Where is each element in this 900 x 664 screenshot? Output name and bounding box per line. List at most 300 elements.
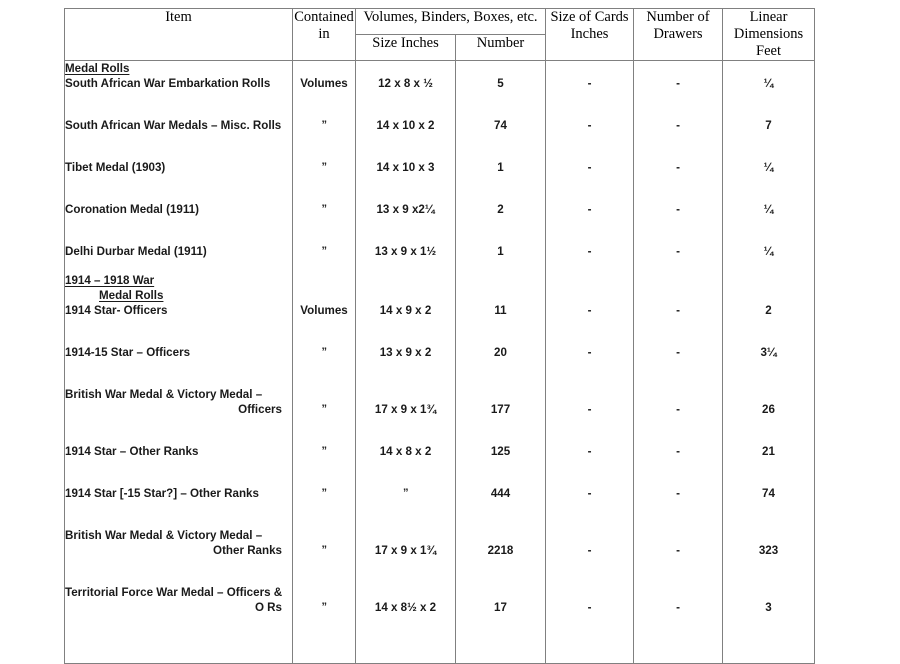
value-spacer [546,374,633,402]
value-spacer [356,273,455,303]
table-row [65,61,815,106]
cell-size-inches-value: 14 x 10 x 2 [376,119,435,132]
cell-size-inches [356,189,456,231]
cell-size-of-cards-value: - [587,304,592,317]
column-header-number-of-drawers [634,9,723,61]
value-spacer [546,231,633,244]
cell-size-of-cards [546,431,634,473]
cell-size-of-cards [546,147,634,189]
value-spacer [723,61,814,76]
cell-linear-dimensions [723,332,815,374]
cell-item [65,273,293,332]
value-spacer [546,332,633,345]
value-spacer [293,515,355,543]
value-spacer [293,431,355,444]
cell-number-of-drawers-value: - [676,403,680,416]
cell-number-value: 444 [490,487,511,500]
item-label: British War Medal & Victory Medal – [65,529,263,542]
value-spacer [293,231,355,244]
value-spacer [546,572,633,600]
cell-contained-in [293,572,356,664]
value-spacer [356,374,455,402]
cell-size-inches [356,147,456,189]
cell-number-of-drawers [634,105,723,147]
cell-number-of-drawers-value: - [676,119,680,132]
cell-contained-in-value: ” [321,601,327,613]
row-spacer [65,105,292,118]
cell-linear-dimensions-value: ¼ [763,77,774,90]
item-label: Territorial Force War Medal – Officers & [65,586,283,599]
value-spacer [634,572,722,600]
value-spacer [634,231,722,244]
item-label: South African War Medals – Misc. Rolls [65,119,282,132]
value-spacer [546,515,633,543]
cell-linear-dimensions [723,105,815,147]
row-spacer [65,374,292,387]
cell-number-value: 2 [497,203,504,216]
value-spacer [293,374,355,402]
cell-size-inches-value: 14 x 8 x 2 [379,445,432,458]
value-spacer [356,105,455,118]
row-spacer [65,231,292,244]
table-row [65,374,815,431]
cell-number-of-drawers [634,273,723,332]
row-spacer [65,473,292,486]
item-label: 1914-15 Star – Officers [65,346,191,359]
row-spacer [65,133,292,147]
row-spacer [65,217,292,231]
cell-number-of-drawers-value: - [676,487,680,500]
value-spacer [356,147,455,160]
table-row [65,231,815,273]
value-spacer [293,473,355,486]
cell-number-value: 17 [494,601,507,614]
cell-item [65,374,293,431]
section-heading-label: 1914 – 1918 War [65,274,155,287]
value-spacer [356,332,455,345]
value-spacer [293,273,355,303]
section-heading [65,273,292,288]
table-row [65,473,815,515]
cell-contained-in-value: Volumes [300,77,348,90]
item-label-continuation: Officers [238,403,282,416]
cell-size-of-cards [546,273,634,332]
cell-linear-dimensions [723,515,815,572]
cell-contained-in-value: ” [321,403,327,415]
cell-number-value: 1 [497,161,504,174]
cell-contained-in-value: ” [321,203,327,215]
cell-number-value: 11 [494,304,507,317]
cell-number [456,473,546,515]
cell-contained-in [293,431,356,473]
row-spacer [65,515,292,528]
cell-number-of-drawers-value: - [676,203,680,216]
cell-number-of-drawers [634,572,723,664]
cell-size-inches [356,473,456,515]
cell-item [65,231,293,273]
row-spacer [65,459,292,473]
cell-item [65,515,293,572]
value-spacer [456,105,545,118]
value-spacer [293,332,355,345]
value-spacer [456,147,545,160]
cell-contained-in [293,515,356,572]
value-spacer [546,105,633,118]
cell-size-inches-value: 13 x 9 x 2 [379,346,432,359]
value-spacer [723,515,814,543]
cell-number [456,515,546,572]
cell-number [456,189,546,231]
row-spacer [65,615,292,663]
section-heading [65,61,292,76]
cell-number [456,231,546,273]
cell-contained-in [293,231,356,273]
column-header-contained-in [293,9,356,61]
cell-size-of-cards [546,105,634,147]
value-spacer [456,515,545,543]
cell-number [456,332,546,374]
item-label: British War Medal & Victory Medal – [65,388,263,401]
cell-contained-in-value: Volumes [300,304,348,317]
cell-item [65,431,293,473]
cell-linear-dimensions [723,189,815,231]
cell-size-of-cards-value: - [587,203,592,216]
value-spacer [723,374,814,402]
cell-size-of-cards-value: - [587,445,592,458]
cell-linear-dimensions-value: 2 [765,304,772,317]
column-header-size-of-cards-line1: Size of Cards [550,9,629,25]
value-spacer [634,473,722,486]
value-spacer [356,515,455,543]
cell-number-value: 5 [497,77,504,90]
cell-number [456,431,546,473]
value-spacer [356,473,455,486]
cell-number-of-drawers-value: - [676,346,680,359]
cell-size-of-cards-value: - [587,403,592,416]
value-spacer [293,189,355,202]
value-spacer [723,332,814,345]
cell-size-inches-value: 13 x 9 x 1½ [374,245,437,258]
cell-linear-dimensions-value: 21 [762,445,775,458]
cell-contained-in [293,473,356,515]
cell-number-of-drawers-value: - [676,445,680,458]
cell-size-inches [356,431,456,473]
cell-linear-dimensions-value: ¼ [763,203,774,216]
cell-number-of-drawers [634,431,723,473]
value-spacer [634,61,722,76]
cell-number-of-drawers [634,231,723,273]
value-spacer [723,473,814,486]
cell-size-of-cards [546,189,634,231]
cell-size-of-cards-value: - [587,544,592,557]
row-spacer [65,360,292,374]
cell-size-inches [356,332,456,374]
cell-size-inches [356,515,456,572]
value-spacer [456,61,545,76]
cell-size-inches-value: 12 x 8 x ½ [378,77,433,90]
cell-item [65,332,293,374]
cell-number-of-drawers-value: - [676,161,680,174]
cell-number-value: 2218 [487,544,514,557]
value-spacer [634,189,722,202]
cell-contained-in [293,374,356,431]
value-spacer [456,374,545,402]
value-spacer [546,473,633,486]
cell-contained-in-value: ” [321,487,327,499]
item-label: 1914 Star – Other Ranks [65,445,199,458]
value-spacer [293,61,355,76]
value-spacer [723,231,814,244]
value-spacer [723,147,814,160]
cell-contained-in-value: ” [321,119,327,131]
cell-linear-dimensions-value: ¼ [763,245,774,258]
row-spacer [65,175,292,189]
cell-number-of-drawers [634,515,723,572]
cell-contained-in-value: ” [321,346,327,358]
cell-number [456,61,546,106]
column-header-linear-dimensions-line3: Feet [756,43,781,59]
cell-size-of-cards [546,332,634,374]
cell-size-inches [356,61,456,106]
column-header-item: Item [65,9,293,61]
cell-linear-dimensions-value: 7 [765,119,772,132]
cell-size-inches-value: 17 x 9 x 1¾ [374,403,437,416]
cell-contained-in-value: ” [321,445,327,457]
cell-number-value: 1 [497,245,504,258]
item-label: Tibet Medal (1903) [65,161,166,174]
value-spacer [456,572,545,600]
value-spacer [546,189,633,202]
cell-linear-dimensions-value: 26 [762,403,775,416]
cell-linear-dimensions [723,147,815,189]
value-spacer [634,515,722,543]
row-spacer [65,558,292,572]
column-header-contained-in-line1: Contained [294,9,354,25]
cell-size-of-cards-value: - [587,487,592,500]
value-spacer [723,431,814,444]
table-row [65,147,815,189]
cell-item [65,473,293,515]
value-spacer [546,61,633,76]
cell-number-of-drawers-value: - [676,304,680,317]
column-header-linear-dimensions-line1: Linear [749,9,788,25]
cell-number-of-drawers [634,332,723,374]
table-row [65,515,815,572]
value-spacer [723,572,814,600]
cell-number-of-drawers-value: - [676,245,680,258]
cell-linear-dimensions [723,273,815,332]
column-header-volumes-group: Volumes, Binders, Boxes, etc. [356,9,546,35]
cell-number-of-drawers [634,61,723,106]
cell-size-of-cards-value: - [587,119,592,132]
table-header [65,9,815,61]
cell-size-of-cards [546,473,634,515]
cell-contained-in [293,147,356,189]
value-spacer [356,431,455,444]
cell-linear-dimensions [723,473,815,515]
value-spacer [293,147,355,160]
value-spacer [293,105,355,118]
cell-contained-in [293,189,356,231]
value-spacer [356,189,455,202]
cell-number-of-drawers [634,473,723,515]
cell-contained-in-value: ” [321,544,327,556]
cell-number-value: 20 [494,346,507,359]
table-row [65,273,815,332]
cell-size-of-cards [546,61,634,106]
table-body [65,61,815,664]
row-spacer [65,91,292,105]
cell-number-of-drawers-value: - [676,544,680,557]
cell-size-of-cards [546,374,634,431]
column-header-size-of-cards [546,9,634,61]
table-row [65,105,815,147]
cell-number [456,374,546,431]
value-spacer [634,431,722,444]
value-spacer [456,273,545,303]
value-spacer [456,189,545,202]
column-header-linear-dimensions [723,9,815,61]
column-header-number-of-drawers-line2: Drawers [653,26,703,42]
item-label: 1914 Star [-15 Star?] – Other Ranks [65,487,259,500]
value-spacer [723,105,814,118]
cell-size-of-cards-value: - [587,161,592,174]
cell-size-inches [356,231,456,273]
cell-linear-dimensions [723,431,815,473]
cell-size-inches-value: 13 x 9 x2¼ [376,203,435,216]
table-row [65,189,815,231]
row-spacer [65,189,292,202]
column-header-size-inches: Size Inches [356,35,456,61]
cell-number-of-drawers [634,147,723,189]
cell-contained-in-value: ” [321,245,327,257]
cell-size-inches [356,105,456,147]
cell-size-of-cards-value: - [587,77,592,90]
column-header-number-of-drawers-line1: Number of [646,9,710,25]
cell-contained-in-value: ” [321,161,327,173]
cell-size-inches [356,374,456,431]
table-row [65,332,815,374]
cell-number [456,105,546,147]
value-spacer [546,273,633,303]
row-spacer [65,318,292,332]
cell-linear-dimensions [723,231,815,273]
cell-item [65,61,293,106]
cell-size-inches-value: ” [403,487,408,499]
value-spacer [723,189,814,202]
value-spacer [634,105,722,118]
value-spacer [356,572,455,600]
cell-item [65,105,293,147]
cell-linear-dimensions-value: 3¼ [760,346,777,359]
item-label: Delhi Durbar Medal (1911) [65,245,207,258]
cell-size-inches [356,572,456,664]
cell-linear-dimensions-value: ¼ [763,161,774,174]
value-spacer [634,273,722,303]
cell-number-of-drawers [634,374,723,431]
cell-number-of-drawers-value: - [676,601,680,614]
section-heading [65,288,292,303]
cell-size-of-cards [546,515,634,572]
row-spacer [65,417,292,431]
row-spacer [65,259,292,273]
row-spacer [65,431,292,444]
cell-contained-in [293,105,356,147]
item-label-continuation: Other Ranks [213,544,282,557]
inventory-table [64,8,815,664]
row-spacer [65,501,292,515]
cell-size-inches-value: 14 x 8½ x 2 [374,601,437,614]
section-heading-label: Medal Rolls [99,289,164,302]
cell-number-of-drawers [634,189,723,231]
cell-size-of-cards [546,231,634,273]
item-label: South African War Embarkation Rolls [65,77,271,90]
row-spacer [65,332,292,345]
cell-size-of-cards-value: - [587,601,592,614]
value-spacer [634,374,722,402]
cell-size-inches-value: 17 x 9 x 1¾ [374,544,437,557]
cell-number [456,572,546,664]
column-header-contained-in-line2: in [318,26,330,42]
table-row [65,431,815,473]
cell-linear-dimensions-value: 3 [765,601,772,614]
value-spacer [456,473,545,486]
cell-size-inches-value: 14 x 9 x 2 [379,304,432,317]
item-label: Coronation Medal (1911) [65,203,199,216]
column-header-number: Number [456,35,546,61]
cell-size-of-cards-value: - [587,245,592,258]
cell-number [456,147,546,189]
cell-size-of-cards [546,572,634,664]
cell-size-inches [356,273,456,332]
cell-number-of-drawers-value: - [676,77,680,90]
value-spacer [456,332,545,345]
cell-contained-in [293,273,356,332]
value-spacer [634,147,722,160]
cell-number-value: 177 [490,403,511,416]
cell-linear-dimensions [723,374,815,431]
cell-number-value: 74 [494,119,507,132]
value-spacer [723,273,814,303]
cell-linear-dimensions-value: 74 [762,487,775,500]
cell-item [65,147,293,189]
row-spacer [65,572,292,585]
section-heading-label: Medal Rolls [65,62,130,75]
cell-size-inches-value: 14 x 10 x 3 [376,161,435,174]
table-row [65,572,815,664]
value-spacer [634,332,722,345]
row-spacer [65,147,292,160]
cell-linear-dimensions [723,61,815,106]
cell-item [65,189,293,231]
value-spacer [546,147,633,160]
cell-contained-in [293,332,356,374]
cell-number [456,273,546,332]
value-spacer [293,572,355,600]
column-header-size-of-cards-line2: Inches [570,26,609,42]
cell-number-value: 125 [490,445,511,458]
cell-linear-dimensions-value: 323 [758,544,779,557]
value-spacer [546,431,633,444]
cell-size-of-cards-value: - [587,346,592,359]
value-spacer [356,231,455,244]
item-label-continuation: O Rs [254,601,282,614]
header-row-primary [65,9,815,35]
value-spacer [456,431,545,444]
column-header-linear-dimensions-line2: Dimensions [733,26,804,42]
cell-contained-in [293,61,356,106]
value-spacer [456,231,545,244]
